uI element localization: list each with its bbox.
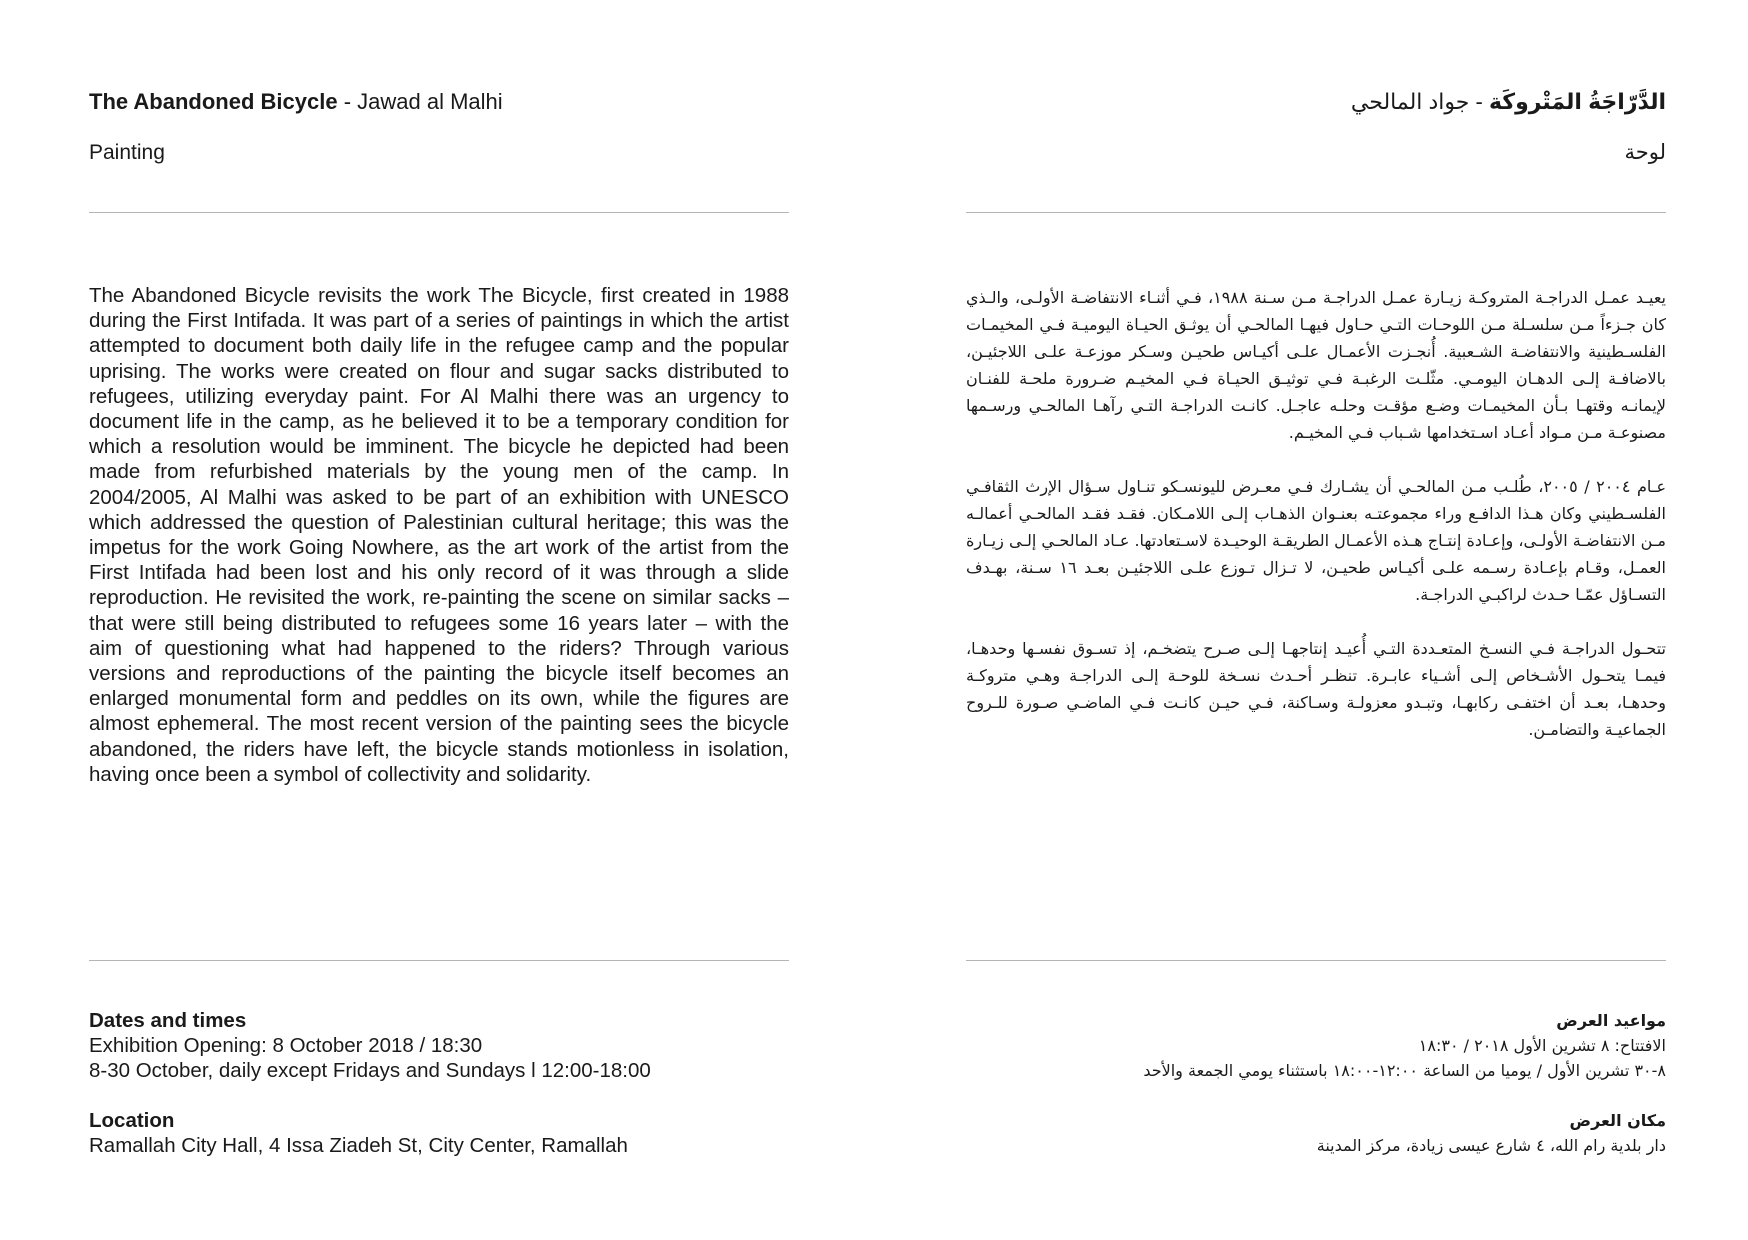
artist-name-ar: - جواد المالحي [1350, 89, 1489, 114]
divider-top-en [89, 212, 789, 213]
divider-bottom-en [89, 960, 789, 961]
location-heading-ar: مكان العرض [1569, 1111, 1666, 1130]
location-section-en [89, 1108, 789, 1158]
dates-heading-en: Dates and times [89, 1009, 247, 1032]
location-section-ar [966, 1108, 1666, 1158]
opening-line-en: Exhibition Opening: 8 October 2018 / 18:30 [89, 1034, 483, 1057]
dates-heading-ar: مواعيد العرض [1556, 1011, 1666, 1030]
arabic-column [966, 0, 1666, 1240]
medium-label-en: Painting [89, 141, 165, 164]
medium-label-ar: لوحة [1624, 141, 1666, 164]
location-heading-en: Location [89, 1109, 175, 1132]
artwork-name-ar: الدَّرّاجَةُ المَتْروكَة [1488, 89, 1666, 114]
artist-name-en: - Jawad al Malhi [337, 89, 503, 114]
divider-bottom-ar [966, 960, 1666, 961]
description-paragraph-ar: يعيـد عمـل الدراجـة المتروكـة زيـارة عمـل الدراجـة مـن سـنة ١٩٨٨، فـي أثنـاء الانتفاضـة الأولـى، والـذي كان جـزءاً مـن سلسـلة مـن اللوحـات التـي حـاول فيهـا المالحـي أن يوثـق الحيـاة اليوميـة فـي المخيمـات الفلسـطينية والانتفاضـة الشـعبية. أُنجـزت الأعمـال علـى أكيـاس طحيـن وسـكر موزعـة علـى اللاجئيـن، بالاضافـة إلـى الدهـان اليومـي. مثّلـت الرغبـة فـي توثيـق الحيـاة فـي المخيـم ضـرورة ملحـة للفنـان لإيمانـه وقتهـا بـأن المخيمـات وضـع مؤقـت وحلـه عاجـل. كانـت الدراجـة التـي رآهـا المالحـي ورسـمها مصنوعـة مـن مـواد أعـاد اسـتخدامها شـباب فـي المخيـم. [966, 288, 1667, 442]
dates-section-en [89, 1008, 789, 1083]
artwork-title-ar [966, 88, 1666, 116]
artwork-name-en: The Abandoned Bicycle [89, 89, 338, 114]
location-address-ar: دار بلدية رام الله، ٤ شارع عيسى زيادة، مركز المدينة [1316, 1136, 1666, 1155]
schedule-line-ar: ٨-٣٠ تشرين الأول / يوميا من الساعة ١٢:٠٠-١٨:٠٠ باستثناء يومي الجمعة والأحد [1143, 1061, 1666, 1080]
artwork-title-en [89, 88, 789, 116]
opening-line-ar: الافتتاح: ٨ تشرين الأول ٢٠١٨ / ١٨:٣٠ [1418, 1036, 1666, 1055]
english-column [89, 0, 789, 1240]
location-address-en: Ramallah City Hall, 4 Issa Ziadeh St, City Center, Ramallah [89, 1134, 628, 1157]
description-ar [966, 284, 1666, 770]
divider-top-ar [966, 212, 1666, 213]
description-en: The Abandoned Bicycle revisits the work The Bicycle, first created in 1988 during the First Intifada. It was part of a series of paintings in which the artist attempted to document both daily life in the refugee camp and the popular uprising. The works were created on flour and sugar sacks distributed to refugees, utilizing everyday paint. For Al Malhi there was an urgency to document life in the camp, as he believed it to be a temporary condition for which a resolution would be imminent. The bicycle he depicted had been made from refurbished materials by the young men of the camp. In 2004/2005, Al Malhi was asked to be part of an exhibition with UNESCO which addressed the question of Palestinian cultural heritage; this was the impetus for the work Going Nowhere, as the art work of the artist from the First Intifada had been lost and his only record of it was through a slide reproduction. He revisited the work, re-painting the scene on similar sacks – that were still being distributed to refugees some 16 years later – with the aim of questioning what had happened to the riders? Through various versions and reproductions of the painting the bicycle itself becomes an enlarged monumental form and peddles on its own, while the figures are almost ephemeral. The most recent version of the painting sees the bicycle abandoned, the riders have left, the bicycle stands motionless in isolation, having once been a symbol of collectivity and solidarity. [89, 284, 789, 786]
dates-section-ar [966, 1008, 1666, 1083]
schedule-line-en: 8-30 October, daily except Fridays and Sundays l 12:00-18:00 [89, 1059, 651, 1082]
description-paragraph-ar: عـام ٢٠٠٤ / ٢٠٠٥، طُلـب مـن المالحـي أن يشـارك فـي معـرض لليونسـكو تنـاول سـؤال الإرث الثقافـي الفلسـطيني وكان هـذا الدافـع وراء مجموعتـه بعنـوان الذهـاب إلـى اللامـكان. فقـد فقـد المالحـي أعمالـه مـن الانتفاضـة الأولـى، وإعـادة إنتـاج هـذه الأعمـال الطريقـة الوحيـدة لاسـتعادتها. عـاد المالحـي إلـى زيـارة العمـل، وقـام بإعـادة رسـمه علـى أكيـاس طحيـن، لا تـزال تـوزع علـى اللاجئيـن بعـد ١٦ سـنة، بهـدف التسـاؤل عمّـا حـدث لراكبـي الدراجـة. [966, 477, 1666, 604]
description-paragraph-ar: تتحـول الدراجـة فـي النسـخ المتعـددة التـي أُعيـد إنتاجهـا إلـى صـرح يتضخـم، إذ تسـوق نفسـها وحدهـا، فيمـا يتحـول الأشـخاص إلـى أشـياء عابـرة. تنظـر أحـدث نسـخة للوحـة إلـى الدراجـة وهـي متروكـة وحدهـا، بعـد أن اختفـى ركابهـا، وتبـدو معزولـة وسـاكنة، فـي حيـن كانـت فـي الماضـي صـورة للـروح الجماعيـة والتضامـن. [966, 639, 1666, 739]
